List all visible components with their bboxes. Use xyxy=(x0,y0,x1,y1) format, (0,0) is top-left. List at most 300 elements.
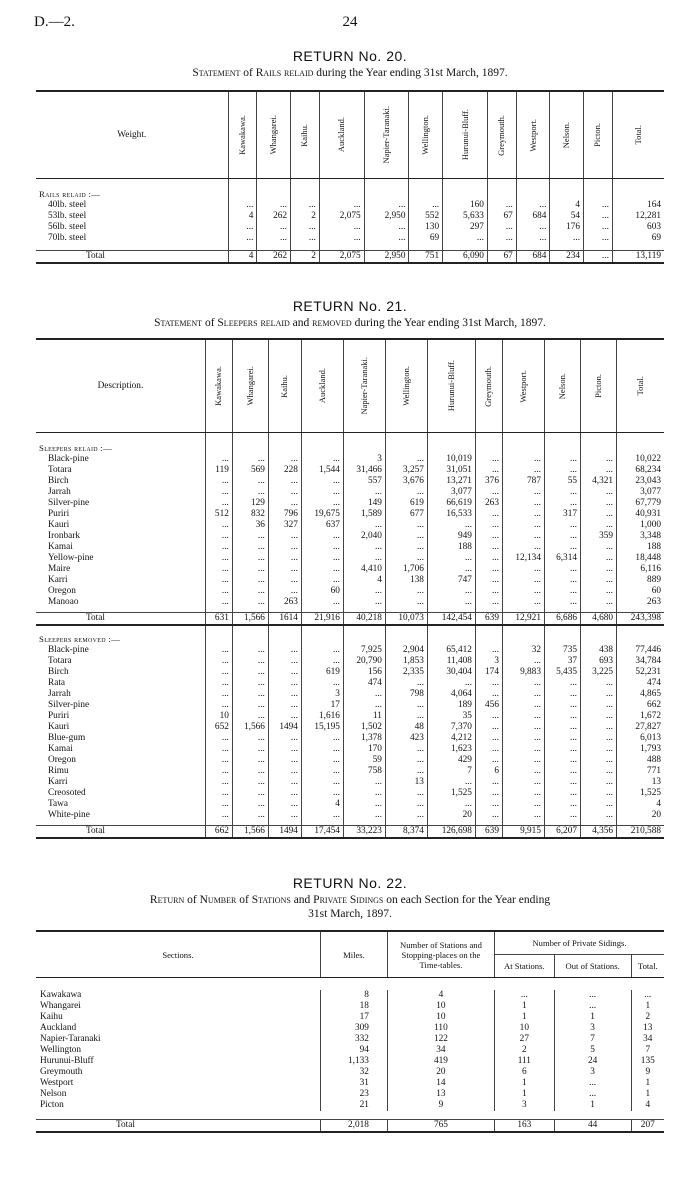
cell-empty xyxy=(268,630,301,645)
cell-value: 138 xyxy=(385,575,427,586)
cell-value: ... xyxy=(581,711,617,722)
cell-value: ... xyxy=(502,777,544,788)
cell-value: ... xyxy=(544,799,580,810)
cell-value: 798 xyxy=(385,689,427,700)
table-row xyxy=(36,1034,664,1045)
table-row xyxy=(36,454,664,465)
cell-value: 12,134 xyxy=(502,553,544,564)
cell-value: 129 xyxy=(232,498,268,509)
cell-value: 77,446 xyxy=(617,645,664,656)
table-row xyxy=(36,465,664,476)
column-header-label: Whangarei. xyxy=(244,366,255,406)
cell-value: 949 xyxy=(427,531,475,542)
cell-value: 474 xyxy=(343,678,385,689)
row-leader xyxy=(129,613,206,626)
column-header-label: Whangarei. xyxy=(268,115,279,155)
cell-empty xyxy=(291,185,320,200)
cell-miles: 18 xyxy=(320,1001,387,1012)
cell-value: 164 xyxy=(612,200,664,211)
column-header xyxy=(584,91,613,179)
row-leader xyxy=(129,586,206,597)
row-label: Blue-gum xyxy=(48,733,86,743)
cell-value: ... xyxy=(268,777,301,788)
row-leader xyxy=(303,1067,320,1078)
column-header xyxy=(612,91,664,179)
column-header-label: Kawakawa. xyxy=(213,366,224,406)
cell-at: 1 xyxy=(494,1012,554,1023)
cell-value: ... xyxy=(502,733,544,744)
cell-value: 1,853 xyxy=(385,656,427,667)
cell-value: 20 xyxy=(427,810,475,821)
row-leader xyxy=(303,1001,320,1012)
cell-stations: 765 xyxy=(387,1120,494,1133)
row-leader xyxy=(129,755,206,766)
cell-value: ... xyxy=(232,711,268,722)
cell-value: 631 xyxy=(205,613,232,626)
cell-out: 3 xyxy=(554,1023,631,1034)
cell-value: ... xyxy=(257,200,291,211)
cell-value: 5,435 xyxy=(544,667,580,678)
cell-value: ... xyxy=(232,553,268,564)
cell-value: 2,335 xyxy=(385,667,427,678)
row-label: Kauri xyxy=(48,520,70,530)
cell-value: 4 xyxy=(617,799,664,810)
cell-value: ... xyxy=(205,564,232,575)
cell-value: 34,784 xyxy=(617,656,664,667)
cell-value: 474 xyxy=(617,678,664,689)
cell-empty xyxy=(544,439,580,454)
cell-value: ... xyxy=(516,233,550,244)
cell-at: 1 xyxy=(494,1078,554,1089)
column-header-label: Picton. xyxy=(592,123,603,147)
table-row xyxy=(36,667,664,678)
cell-value: ... xyxy=(268,487,301,498)
cell-value: ... xyxy=(502,755,544,766)
cell-empty xyxy=(232,439,268,454)
section-name: Nelson xyxy=(40,1089,67,1099)
cell-value: 796 xyxy=(268,509,301,520)
cell-value: ... xyxy=(581,487,617,498)
cell-stations: 9 xyxy=(387,1100,494,1111)
cell-value: 2,040 xyxy=(343,531,385,542)
cell-value: ... xyxy=(205,777,232,788)
cell-value: ... xyxy=(475,520,502,531)
cell-out: 24 xyxy=(554,1056,631,1067)
cell-at: 6 xyxy=(494,1067,554,1078)
row-leader xyxy=(303,1023,320,1034)
cell-value: ... xyxy=(502,586,544,597)
cell-value: ... xyxy=(502,531,544,542)
cell-value: ... xyxy=(301,645,343,656)
table-row xyxy=(36,1100,664,1111)
row-label: 56lb. steel xyxy=(48,222,87,232)
cell-value: 130 xyxy=(409,222,443,233)
cell-value: 1,502 xyxy=(343,722,385,733)
cell-value: 66,619 xyxy=(427,498,475,509)
cell-value: ... xyxy=(205,766,232,777)
cell-empty xyxy=(257,185,291,200)
cell-value: ... xyxy=(301,656,343,667)
cell-value: ... xyxy=(232,476,268,487)
cell-value: 889 xyxy=(617,575,664,586)
column-header xyxy=(487,91,516,179)
cell-value: ... xyxy=(385,586,427,597)
table-row xyxy=(36,755,664,766)
cell-total: ... xyxy=(631,990,664,1001)
cell-value: 771 xyxy=(617,766,664,777)
cell-value: 10,022 xyxy=(617,454,664,465)
header-row-1 xyxy=(36,931,664,955)
cell-value: ... xyxy=(268,678,301,689)
cell-value: ... xyxy=(581,575,617,586)
row-label: Totara xyxy=(48,465,72,475)
cell-value: ... xyxy=(502,520,544,531)
cell-value: ... xyxy=(205,553,232,564)
row-label: Birch xyxy=(48,476,69,486)
column-header xyxy=(291,91,320,179)
cell-value: ... xyxy=(544,564,580,575)
cell-value: 2,950 xyxy=(364,211,409,222)
cell-value: ... xyxy=(205,597,232,608)
cell-value: ... xyxy=(581,766,617,777)
cell-value: ... xyxy=(232,766,268,777)
cell-value: 170 xyxy=(343,744,385,755)
row-label: Total xyxy=(36,826,129,839)
column-header-label: Westport. xyxy=(527,118,538,152)
cell-value: ... xyxy=(291,200,320,211)
cell-value: 2 xyxy=(291,251,320,264)
cell-out: ... xyxy=(554,990,631,1001)
row-label: Maire xyxy=(48,564,71,574)
table-row xyxy=(36,1089,664,1100)
table-row xyxy=(36,487,664,498)
row-leader xyxy=(129,744,206,755)
cell-value: ... xyxy=(232,531,268,542)
cell-value: ... xyxy=(475,777,502,788)
cell-value: ... xyxy=(502,597,544,608)
cell-value: ... xyxy=(475,487,502,498)
sidings-subheader: Out of Stations. xyxy=(554,955,631,978)
cell-value: 11 xyxy=(343,711,385,722)
cell-value: ... xyxy=(584,200,613,211)
cell-value: 17,454 xyxy=(301,826,343,839)
row-label: Karri xyxy=(48,777,68,787)
cell-value: ... xyxy=(516,222,550,233)
total-row xyxy=(36,826,664,839)
cell-value: ... xyxy=(301,476,343,487)
row-leader xyxy=(152,251,229,264)
row-leader xyxy=(129,575,206,586)
cell-empty xyxy=(550,185,584,200)
cell-empty xyxy=(343,439,385,454)
stations-header: Number of Stations and Stopping-places on the Time-tables. xyxy=(387,931,494,978)
cell-value: ... xyxy=(205,498,232,509)
cell-out: 3 xyxy=(554,1067,631,1078)
rails-group-row xyxy=(36,185,664,200)
cell-value: ... xyxy=(301,744,343,755)
cell-value: ... xyxy=(544,575,580,586)
row-leader xyxy=(129,597,206,608)
row-label: Black-pine xyxy=(48,454,89,464)
cell-value: ... xyxy=(385,542,427,553)
cell-value: ... xyxy=(232,799,268,810)
cell-value: ... xyxy=(385,553,427,564)
column-header-label: Hurunui-Bluff. xyxy=(459,109,470,161)
cell-value: ... xyxy=(502,744,544,755)
cell-value: 3 xyxy=(475,656,502,667)
cell-value: 1,589 xyxy=(343,509,385,520)
cell-value: 297 xyxy=(443,222,488,233)
row-leader xyxy=(129,711,206,722)
cell-at: 1 xyxy=(494,1001,554,1012)
section-name: Total xyxy=(36,1120,303,1133)
total-row xyxy=(36,613,664,626)
cell-at: 111 xyxy=(494,1056,554,1067)
cell-value: 52,231 xyxy=(617,667,664,678)
table-row xyxy=(36,542,664,553)
row-leader xyxy=(303,1100,320,1111)
cell-value: ... xyxy=(232,755,268,766)
cell-value: ... xyxy=(581,788,617,799)
row-leader xyxy=(129,788,206,799)
cell-value: ... xyxy=(268,586,301,597)
cell-value: 67 xyxy=(487,251,516,264)
row-label: Total xyxy=(36,613,129,626)
cell-value: 684 xyxy=(516,211,550,222)
cell-value: ... xyxy=(268,542,301,553)
column-header xyxy=(443,91,488,179)
cell-empty xyxy=(228,185,257,200)
cell-out: 1 xyxy=(554,1100,631,1111)
header-row xyxy=(36,91,664,179)
cell-stations: 10 xyxy=(387,1012,494,1023)
row-label: Kamai xyxy=(48,542,73,552)
table-row xyxy=(36,1056,664,1067)
table-row xyxy=(36,777,664,788)
description-header xyxy=(36,91,228,179)
cell-value: 6 xyxy=(475,766,502,777)
cell-value: ... xyxy=(205,656,232,667)
cell-value: ... xyxy=(385,454,427,465)
cell-value: ... xyxy=(268,711,301,722)
cell-value: ... xyxy=(581,810,617,821)
row-leader xyxy=(129,542,206,553)
cell-value: 19,675 xyxy=(301,509,343,520)
cell-value: 1,525 xyxy=(427,788,475,799)
total-row xyxy=(36,251,664,264)
section-name: Greymouth xyxy=(40,1067,83,1077)
cell-stations: 4 xyxy=(387,990,494,1001)
cell-value: 10 xyxy=(205,711,232,722)
cell-value: 1,000 xyxy=(617,520,664,531)
cell-value: ... xyxy=(475,733,502,744)
cell-value: ... xyxy=(581,755,617,766)
cell-at: 2 xyxy=(494,1045,554,1056)
cell-empty xyxy=(544,630,580,645)
cell-value: ... xyxy=(291,233,320,244)
cell-value: ... xyxy=(385,810,427,821)
cell-empty xyxy=(268,439,301,454)
cell-value: ... xyxy=(364,200,409,211)
column-header-label: Nelson. xyxy=(556,372,567,400)
cell-value: ... xyxy=(487,233,516,244)
cell-value: 684 xyxy=(516,251,550,264)
cell-value: 3,257 xyxy=(385,465,427,476)
cell-value: 13 xyxy=(617,777,664,788)
section-name: Napier-Taranaki xyxy=(40,1034,101,1044)
cell-value: ... xyxy=(544,498,580,509)
column-header xyxy=(502,339,544,433)
cell-value: ... xyxy=(228,200,257,211)
cell-value: 7,370 xyxy=(427,722,475,733)
sections-header: Sections. xyxy=(36,931,320,978)
row-leader xyxy=(129,476,206,487)
removed-group-row xyxy=(36,630,664,645)
row-leader xyxy=(129,509,206,520)
cell-value: ... xyxy=(581,553,617,564)
cell-empty xyxy=(502,439,544,454)
table-row xyxy=(36,678,664,689)
cell-value: 747 xyxy=(427,575,475,586)
cell-miles: 1,133 xyxy=(320,1056,387,1067)
cell-value: 40,931 xyxy=(617,509,664,520)
cell-value: ... xyxy=(544,531,580,542)
stations-sidings-table xyxy=(36,930,664,1133)
row-leader xyxy=(129,498,206,509)
cell-value: 68,234 xyxy=(617,465,664,476)
table-row xyxy=(36,476,664,487)
cell-value: 3 xyxy=(343,454,385,465)
cell-value: 67,779 xyxy=(617,498,664,509)
cell-value: ... xyxy=(343,810,385,821)
cell-value: 37 xyxy=(544,656,580,667)
cell-value: 189 xyxy=(427,700,475,711)
cell-value: 149 xyxy=(343,498,385,509)
cell-value: ... xyxy=(232,454,268,465)
cell-value: ... xyxy=(205,575,232,586)
cell-miles: 17 xyxy=(320,1012,387,1023)
cell-value: ... xyxy=(232,678,268,689)
cell-value: 48 xyxy=(385,722,427,733)
cell-value: ... xyxy=(544,520,580,531)
table-row xyxy=(36,586,664,597)
row-label: Total xyxy=(36,251,152,264)
cell-value: ... xyxy=(475,678,502,689)
table-row xyxy=(36,689,664,700)
cell-value: ... xyxy=(343,542,385,553)
cell-value: 4,212 xyxy=(427,733,475,744)
cell-at: ... xyxy=(494,990,554,1001)
cell-total: 1 xyxy=(631,1001,664,1012)
cell-stations: 20 xyxy=(387,1067,494,1078)
column-header xyxy=(301,339,343,433)
cell-at: 10 xyxy=(494,1023,554,1034)
cell-value: ... xyxy=(205,678,232,689)
cell-value: ... xyxy=(343,689,385,700)
cell-value: ... xyxy=(301,564,343,575)
cell-value: ... xyxy=(385,700,427,711)
cell-value: ... xyxy=(475,454,502,465)
cell-value: ... xyxy=(301,542,343,553)
cell-value: 3,077 xyxy=(427,487,475,498)
column-header-label: Kaihu. xyxy=(299,123,310,147)
row-leader xyxy=(129,799,206,810)
cell-value: 18,448 xyxy=(617,553,664,564)
cell-value: ... xyxy=(301,575,343,586)
cell-value: ... xyxy=(205,700,232,711)
row-leader xyxy=(129,465,206,476)
table-row xyxy=(36,733,664,744)
cell-value: 10,073 xyxy=(385,613,427,626)
cell-value: 243,398 xyxy=(617,613,664,626)
cell-value: 639 xyxy=(475,826,502,839)
cell-value: ... xyxy=(475,645,502,656)
cell-value: 4,064 xyxy=(427,689,475,700)
cell-value: 6,207 xyxy=(544,826,580,839)
cell-stations: 110 xyxy=(387,1023,494,1034)
cell-value: ... xyxy=(232,700,268,711)
cell-value: 4 xyxy=(343,575,385,586)
cell-value: ... xyxy=(581,689,617,700)
cell-value: ... xyxy=(581,465,617,476)
cell-value: ... xyxy=(268,667,301,678)
cell-value: ... xyxy=(502,542,544,553)
table-row xyxy=(36,799,664,810)
cell-stations: 34 xyxy=(387,1045,494,1056)
cell-value: ... xyxy=(301,531,343,542)
cell-value: ... xyxy=(502,575,544,586)
row-leader xyxy=(129,487,206,498)
cell-empty xyxy=(205,439,232,454)
cell-value: ... xyxy=(232,667,268,678)
cell-value: 262 xyxy=(257,251,291,264)
cell-value: 677 xyxy=(385,509,427,520)
cell-value: ... xyxy=(502,788,544,799)
cell-miles: 23 xyxy=(320,1089,387,1100)
cell-value: 65,412 xyxy=(427,645,475,656)
cell-value: 1,706 xyxy=(385,564,427,575)
cell-value: ... xyxy=(232,487,268,498)
row-leader xyxy=(129,564,206,575)
cell-value: 3,077 xyxy=(617,487,664,498)
cell-value: ... xyxy=(544,465,580,476)
cell-total: 1 xyxy=(631,1078,664,1089)
cell-value: ... xyxy=(232,575,268,586)
cell-value: 327 xyxy=(268,520,301,531)
column-header xyxy=(228,91,257,179)
cell-value: ... xyxy=(205,586,232,597)
cell-miles: 8 xyxy=(320,990,387,1001)
cell-total: 135 xyxy=(631,1056,664,1067)
cell-stations: 13 xyxy=(387,1089,494,1100)
cell-value: ... xyxy=(581,722,617,733)
cell-value: ... xyxy=(385,788,427,799)
cell-value: 2,075 xyxy=(319,251,364,264)
cell-value: 13 xyxy=(385,777,427,788)
cell-value: 637 xyxy=(301,520,343,531)
table-row xyxy=(36,553,664,564)
cell-value: ... xyxy=(205,476,232,487)
cell-value: 2,950 xyxy=(364,251,409,264)
cell-value: ... xyxy=(364,233,409,244)
cell-value: ... xyxy=(232,744,268,755)
cell-at: 1 xyxy=(494,1089,554,1100)
cell-value: ... xyxy=(544,454,580,465)
cell-value: ... xyxy=(502,722,544,733)
cell-value: ... xyxy=(232,777,268,788)
group-label: Sleepers removed :— xyxy=(39,634,121,644)
cell-value: ... xyxy=(301,810,343,821)
